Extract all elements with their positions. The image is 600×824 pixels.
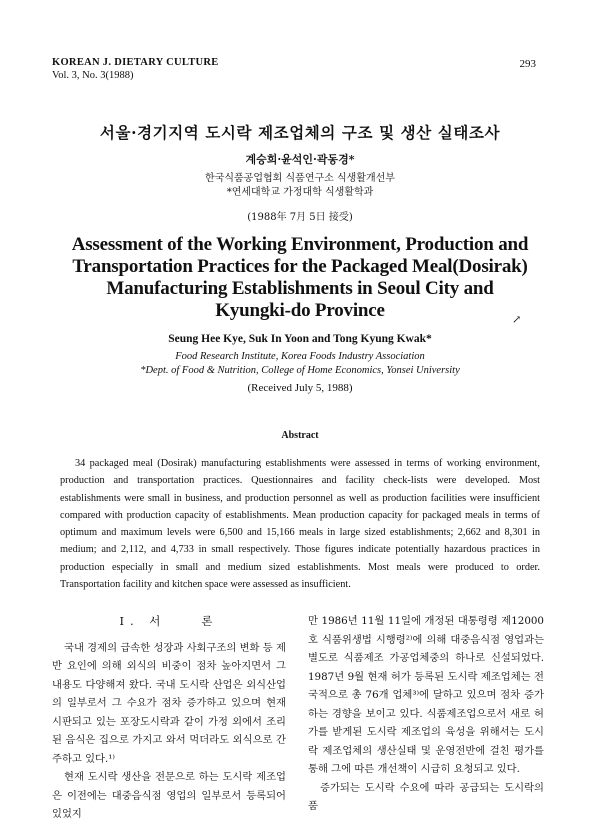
section-heading: Ⅰ. 서 론 xyxy=(119,614,219,628)
english-authors: Seung Hee Kye, Suk In Yoon and Tong Kyung Kwak* xyxy=(168,333,432,345)
body-paragraph: 현재 도시락 생산을 전문으로 하는 도시락 제조업은 이전에는 대중음식점 영업의 일부로서 등록되어 있었지 xyxy=(52,771,286,820)
english-title xyxy=(0,234,600,322)
body-paragraph: 국내 경제의 급속한 성장과 사회구조의 변화 등 제반 요인에 의해 외식의 비중이 점차 높아지면서 그 내용도 다양해져 왔다. 국내 도시락 산업은 외식산업의 일부로서 그 수요가 점차 증가하고 있으며 현재 시판되고 있는 포장도시락과 같이 가정 외에서 조리된 음식은 집으로 가지고 와서 먹더라도 외식으로 간주하고 있다.¹⁾ xyxy=(52,641,286,765)
english-affiliation-2: *Dept. of Food & Nutrition, College of Home Economics, Yonsei University xyxy=(140,365,460,376)
journal-volume: Vol. 3, No. 3(1988) xyxy=(52,70,134,81)
page-number: 293 xyxy=(519,58,536,70)
korean-authors: 계승희·윤석인·곽동경* xyxy=(245,153,355,166)
english-title-line: Assessment of the Working Environment, Production and xyxy=(71,234,529,255)
body-right-column xyxy=(308,612,544,816)
korean-affiliations xyxy=(0,172,600,200)
abstract-text: 34 packaged meal (Dosirak) manufacturing establishments were assessed in terms of working environment, production and transportation practices. Questionnaires and facility check-lists were developed. Most establishments were small in business, and production personnel as well as production facilities were insufficient compared with production capacity of establishments. Mean production capacity for packaged meals in terms of optimum and maximum levels were 6,500 and 15,166 meals in large sized establishments; 2,662 and 8,301 in medium; and 2,112, and 4,733 in small respectively. Those figures indicate potentially hazardous practices in production especially in small and medium sized establishments. Most meals were produced to order. Transportation facility and kitchen space were assessed as insufficient. xyxy=(60,458,540,591)
korean-received-date: (1988年 7月 5日 接受) xyxy=(247,212,353,223)
english-title-line: Transportation Practices for the Packaged Meal(Dosirak) xyxy=(72,256,528,277)
korean-title: 서울·경기지역 도시락 제조업체의 구조 및 생산 실태조사 xyxy=(99,123,501,142)
english-affiliations xyxy=(0,350,600,378)
body-left-column xyxy=(52,612,286,824)
body-paragraph: 증가되는 도시락 수요에 따라 공급되는 도시락의 품 xyxy=(308,781,544,812)
korean-affiliation-1: 한국식품공업협회 식품연구소 식생활개선부 xyxy=(205,173,395,184)
margin-mark: ↗ xyxy=(512,313,522,326)
body-paragraph: 만 1986년 11월 11일에 개정된 대통령령 제12000호 식품위생법 시행령²⁾에 의해 대중음식점 영업과는 별도로 식품제조 가공업체중의 하나로 신설되었다. 1987년 9월 현재 허가 등록된 도시락 제조업체는 전국적으로 총 76개 업체³⁾에 달하고 있으며 점차 증가하는 경향을 보이고 있다. 식품제조업으로서 새로 허가를 받게된 도시락 제조업의 육성을 위해서는 도시락 제조업체의 생산실태 및 운영전반에 걸친 평가를 통해 그에 따른 개선책이 시급히 요청되고 있다. xyxy=(308,615,544,775)
abstract-heading: Abstract xyxy=(281,430,319,441)
english-title-line: Kyungki-do Province xyxy=(215,300,385,321)
english-affiliation-1: Food Research Institute, Korea Foods Industry Association xyxy=(175,351,425,362)
journal-name: KOREAN J. DIETARY CULTURE xyxy=(52,57,219,68)
korean-affiliation-2: *연세대학교 가정대학 식생활학과 xyxy=(226,187,374,198)
journal-info xyxy=(52,56,219,82)
english-title-line: Manufacturing Establishments in Seoul City and xyxy=(106,278,494,299)
english-received-date: (Received July 5, 1988) xyxy=(247,382,353,394)
